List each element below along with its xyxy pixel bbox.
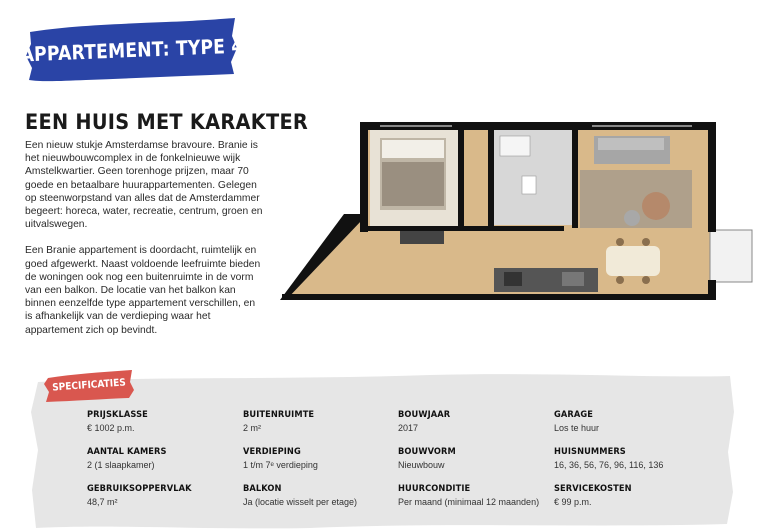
spec-value: 48,7 m²: [87, 497, 118, 507]
spec-label: HUURCONDITIE: [398, 484, 471, 494]
section-heading: EEN HUIS MET KARAKTER: [25, 110, 309, 134]
dining-table: [606, 246, 660, 276]
spec-label: VERDIEPING: [243, 447, 301, 457]
specs-tag: [44, 368, 134, 402]
spec-value: Nieuwbouw: [398, 460, 445, 470]
spec-balkon: [243, 484, 398, 512]
spec-aantal-kamers: [87, 447, 243, 475]
spec-label: BUITENRUIMTE: [243, 410, 315, 420]
spec-label: AANTAL KAMERS: [87, 447, 167, 457]
spec-value: Los te huur: [554, 423, 600, 433]
spec-label: HUISNUMMERS: [554, 447, 626, 457]
spec-label: PRIJSKLASSE: [87, 410, 148, 420]
wardrobe: [400, 230, 444, 244]
spec-value: 2 m²: [243, 423, 261, 433]
spec-gebruiksoppervlak: [87, 484, 243, 512]
spec-servicekosten: [554, 484, 727, 512]
spec-label: GARAGE: [554, 410, 593, 420]
spec-value: Per maand (minimaal 12 maanden): [398, 497, 540, 507]
spec-bouwvorm: [398, 447, 554, 475]
spec-label: SERVICEKOSTEN: [554, 484, 632, 494]
spec-buitenruimte: [243, 410, 398, 438]
intro-text: [25, 139, 265, 350]
banner-title: APPARTEMENT: TYPE 4: [20, 33, 244, 67]
specs-tag-label: SPECIFICATIES: [51, 376, 127, 394]
spec-bouwjaar: [398, 410, 554, 438]
spec-label: BOUWJAAR: [398, 410, 451, 420]
spec-garage: [554, 410, 727, 438]
spec-value: 2 (1 slaapkamer): [87, 460, 155, 470]
intro-paragraph-1: Een nieuw stukje Amsterdamse bravoure. Branie is het nieuwbouwcomplex in de fonkelnieuwe wijk Amstelkwartier. Geen torenhoge prijzen, maar 70 goede en betaalbare huurappartementen. Gelegen op steenworpstand van alles dat de Amsterdammer begeert: horeca, water, recreatie, centrum, groen en uitvalswegen.: [25, 140, 263, 231]
spec-huisnummers: [554, 447, 727, 475]
toilet: [522, 176, 536, 194]
spec-value: € 99 p.m.: [554, 497, 592, 507]
spec-value: Ja (locatie wisselt per etage): [243, 497, 358, 507]
coffee-table: [642, 192, 670, 220]
spec-value: 2017: [398, 423, 419, 433]
balcony: [710, 230, 752, 282]
title-banner: [20, 18, 244, 82]
floor-plan: [272, 118, 756, 308]
spec-label: BOUWVORM: [398, 447, 456, 457]
spec-value: € 1002 p.m.: [87, 423, 135, 433]
specs-grid: [87, 410, 727, 512]
spec-value: 1 t/m 7ᵉ verdieping: [243, 460, 318, 470]
spec-label: BALKON: [243, 484, 282, 494]
spec-label: GEBRUIKSOPPERVLAK: [87, 484, 192, 494]
shower: [500, 136, 530, 156]
spec-huurconditie: [398, 484, 554, 512]
intro-paragraph-2: Een Branie appartement is doordacht, ruimtelijk en goed afgewerkt. Naast voldoende leefruimte bieden de woningen ook nog een buitenruimte in de vorm van een balkon. De locatie van het balkon kan binnen eenzelfde type appartement verschillen, en is afhankelijk van de verdieping waar het appartement zich op bevindt.: [25, 245, 261, 336]
spec-prijsklasse: [87, 410, 243, 438]
spec-verdieping: [243, 447, 398, 475]
spec-value: 16, 36, 56, 76, 96, 116, 136: [554, 460, 664, 470]
